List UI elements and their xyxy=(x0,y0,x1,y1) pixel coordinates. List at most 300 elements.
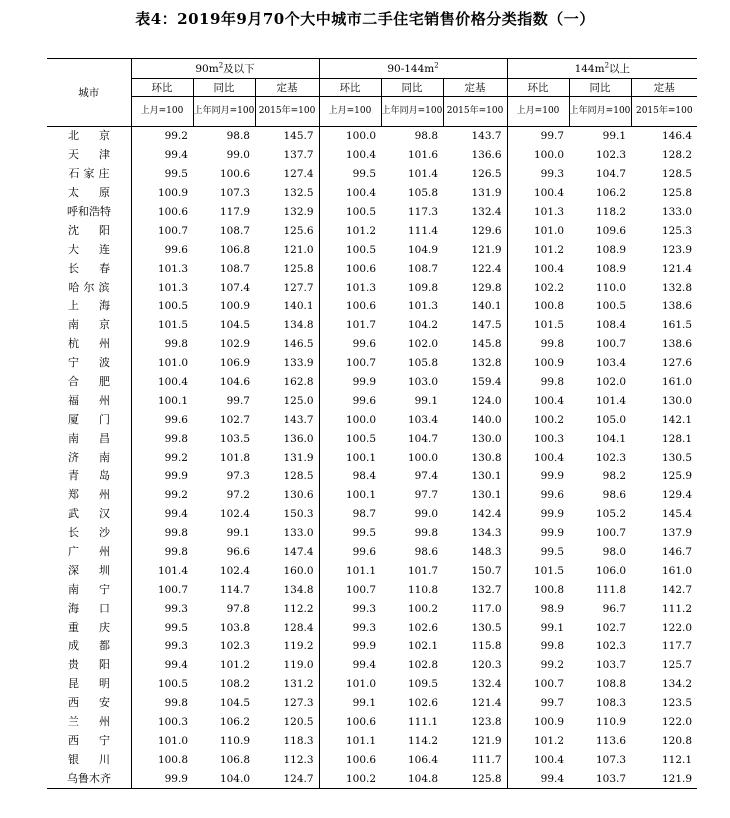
value-cell: 142.4 xyxy=(443,505,507,524)
value-cell: 124.0 xyxy=(443,391,507,410)
value-cell: 137.9 xyxy=(661,527,693,540)
value-cell: 101.3 xyxy=(157,262,188,275)
value-cell: 100.4 xyxy=(533,262,565,275)
value-cell: 100.5 xyxy=(345,243,377,256)
value-cell: 104.0 xyxy=(193,769,255,788)
value-cell: 108.7 xyxy=(219,224,250,237)
value-cell: 102.9 xyxy=(219,338,250,351)
value-cell: 130.1 xyxy=(443,467,507,486)
table-row xyxy=(47,599,697,618)
value-cell: 136.6 xyxy=(443,146,507,165)
value-cell: 134.8 xyxy=(255,580,319,599)
city-cell xyxy=(47,486,131,505)
value-cell: 102.6 xyxy=(407,621,439,634)
value-cell: 123.5 xyxy=(661,697,693,710)
city-cell xyxy=(47,259,131,278)
value-cell: 121.9 xyxy=(443,240,507,259)
value-cell: 100.6 xyxy=(345,262,377,275)
value-cell: 101.4 xyxy=(595,394,627,407)
city-name: 厦门 xyxy=(68,412,130,426)
value-cell: 101.3 xyxy=(407,300,439,313)
value-cell: 160.0 xyxy=(255,561,319,580)
value-cell: 145.4 xyxy=(661,508,693,521)
table-row xyxy=(47,127,697,146)
value-cell: 99.7 xyxy=(226,394,250,407)
value-cell: 100.0 xyxy=(407,451,439,464)
value-cell: 100.3 xyxy=(533,432,565,445)
city-name: 南京 xyxy=(68,318,130,332)
value-cell: 114.2 xyxy=(407,734,439,747)
value-cell: 103.7 xyxy=(569,769,631,788)
value-cell: 125.8 xyxy=(255,259,319,278)
base-header: 2015年=100 xyxy=(631,97,697,127)
value-cell: 99.3 xyxy=(352,621,377,634)
city-cell xyxy=(47,467,131,486)
value-cell: 117.9 xyxy=(219,206,250,218)
value-cell: 101.8 xyxy=(219,451,250,464)
value-cell: 99.6 xyxy=(164,413,188,426)
value-cell: 101.3 xyxy=(157,281,188,294)
value-cell: 103.8 xyxy=(219,621,250,634)
city-cell xyxy=(47,221,131,240)
value-cell: 125.6 xyxy=(255,221,319,240)
value-cell: 124.7 xyxy=(255,769,319,788)
value-cell: 99.8 xyxy=(414,527,439,540)
table-row xyxy=(47,694,697,713)
value-cell: 98.6 xyxy=(414,546,439,559)
value-cell: 99.4 xyxy=(164,508,188,521)
value-cell: 101.2 xyxy=(533,243,565,256)
value-cell: 132.4 xyxy=(443,203,507,222)
value-cell: 99.5 xyxy=(164,621,188,634)
city-name: 昆明 xyxy=(68,677,130,691)
value-cell: 99.9 xyxy=(352,640,377,653)
value-cell: 132.4 xyxy=(443,675,507,694)
city-cell xyxy=(47,448,131,467)
city-cell xyxy=(47,637,131,656)
value-cell: 132.9 xyxy=(255,203,319,222)
value-cell: 99.1 xyxy=(226,527,250,540)
city-cell xyxy=(47,769,131,788)
value-cell: 101.1 xyxy=(345,564,377,577)
city-name: 石家庄 xyxy=(68,167,114,181)
value-cell: 146.7 xyxy=(661,546,693,559)
base-header: 2015年=100 xyxy=(443,97,507,127)
city-cell xyxy=(47,146,131,165)
value-cell: 130.5 xyxy=(443,618,507,637)
value-cell: 98.2 xyxy=(602,470,627,483)
table-row xyxy=(47,297,697,316)
value-cell: 99.6 xyxy=(352,338,377,351)
value-cell: 101.0 xyxy=(157,357,188,370)
value-cell: 97.3 xyxy=(226,470,250,483)
value-cell: 159.4 xyxy=(443,373,507,392)
value-cell: 121.0 xyxy=(255,240,319,259)
base-header: 2015年=100 xyxy=(255,97,319,127)
value-cell: 162.8 xyxy=(255,373,319,392)
value-cell: 99.8 xyxy=(540,640,565,653)
value-cell: 104.5 xyxy=(219,697,250,710)
value-cell: 103.5 xyxy=(219,432,250,445)
table-row xyxy=(47,675,697,694)
value-cell: 104.5 xyxy=(219,319,250,332)
city-name: 广州 xyxy=(68,545,130,559)
metric-header: 同比 xyxy=(193,79,255,97)
table-row xyxy=(47,505,697,524)
city-cell xyxy=(47,373,131,392)
value-cell: 100.0 xyxy=(345,130,377,143)
base-header: 上年同月=100 xyxy=(193,97,255,127)
metric-header: 定基 xyxy=(255,79,319,97)
value-cell: 111.8 xyxy=(595,583,627,596)
value-cell: 99.2 xyxy=(164,451,188,464)
city-name: 北京 xyxy=(68,129,130,143)
value-cell: 99.3 xyxy=(540,168,565,181)
value-cell: 110.9 xyxy=(595,716,627,729)
city-cell xyxy=(47,335,131,354)
value-cell: 114.7 xyxy=(219,583,250,596)
value-cell: 126.5 xyxy=(443,165,507,184)
value-cell: 112.2 xyxy=(255,599,319,618)
value-cell: 101.0 xyxy=(533,224,565,237)
value-cell: 100.4 xyxy=(533,753,565,766)
metric-header: 同比 xyxy=(569,79,631,97)
value-cell: 106.2 xyxy=(219,716,250,729)
metric-header: 同比 xyxy=(381,79,443,97)
city-name: 天津 xyxy=(68,148,130,162)
price-index-table xyxy=(47,58,697,789)
table-row xyxy=(47,769,697,788)
value-cell: 125.8 xyxy=(443,769,507,788)
value-cell: 100.2 xyxy=(319,769,381,788)
value-cell: 161.0 xyxy=(661,376,693,389)
value-cell: 100.6 xyxy=(219,168,250,181)
value-cell: 100.8 xyxy=(157,753,188,766)
metric-header: 定基 xyxy=(443,79,507,97)
city-cell xyxy=(47,732,131,751)
value-cell: 100.7 xyxy=(595,527,627,540)
value-cell: 142.7 xyxy=(661,583,693,596)
value-cell: 128.1 xyxy=(661,432,693,445)
value-cell: 100.2 xyxy=(533,413,565,426)
value-cell: 108.9 xyxy=(595,243,627,256)
value-cell: 99.8 xyxy=(164,338,188,351)
value-cell: 100.4 xyxy=(533,394,565,407)
table-row xyxy=(47,486,697,505)
value-cell: 102.4 xyxy=(219,508,250,521)
city-cell xyxy=(47,391,131,410)
value-cell: 130.0 xyxy=(443,429,507,448)
value-cell: 133.0 xyxy=(255,524,319,543)
city-name: 武汉 xyxy=(68,507,130,521)
value-cell: 105.8 xyxy=(407,187,439,200)
value-cell: 150.7 xyxy=(443,561,507,580)
value-cell: 100.0 xyxy=(345,413,377,426)
table-row xyxy=(47,221,697,240)
city-cell xyxy=(47,675,131,694)
city-name: 青岛 xyxy=(68,469,130,483)
value-cell: 145.8 xyxy=(443,335,507,354)
value-cell: 108.3 xyxy=(595,697,627,710)
value-cell: 134.2 xyxy=(661,678,693,691)
page-title: 表4：2019年9月70个大中城市二手住宅销售价格分类指数（一） xyxy=(135,10,595,28)
value-cell: 100.4 xyxy=(157,376,188,389)
value-cell: 112.3 xyxy=(255,750,319,769)
value-cell: 100.7 xyxy=(533,678,565,691)
city-name: 银川 xyxy=(68,752,130,766)
value-cell: 102.3 xyxy=(595,149,627,162)
value-cell: 101.4 xyxy=(407,168,439,181)
value-cell: 100.4 xyxy=(533,187,565,200)
city-name: 长沙 xyxy=(68,526,130,540)
city-cell xyxy=(47,656,131,675)
value-cell: 122.4 xyxy=(443,259,507,278)
value-cell: 101.5 xyxy=(533,564,565,577)
value-cell: 147.5 xyxy=(443,316,507,335)
value-cell: 125.3 xyxy=(661,224,693,237)
value-cell: 132.8 xyxy=(443,354,507,373)
value-cell: 102.3 xyxy=(595,451,627,464)
value-cell: 120.3 xyxy=(443,656,507,675)
value-cell: 100.9 xyxy=(157,187,188,200)
value-cell: 108.7 xyxy=(219,262,250,275)
value-cell: 100.0 xyxy=(533,149,565,162)
table-row xyxy=(47,146,697,165)
value-cell: 99.4 xyxy=(164,149,188,162)
value-cell: 119.0 xyxy=(255,656,319,675)
table-row xyxy=(47,750,697,769)
city-name: 上海 xyxy=(68,299,130,313)
value-cell: 100.5 xyxy=(595,300,627,313)
value-cell: 106.4 xyxy=(407,753,439,766)
value-cell: 118.2 xyxy=(595,206,627,218)
table-row xyxy=(47,580,697,599)
city-cell xyxy=(47,297,131,316)
value-cell: 103.0 xyxy=(407,376,439,389)
base-header: 上月=100 xyxy=(131,97,193,127)
value-cell: 121.9 xyxy=(631,769,697,788)
value-cell: 99.9 xyxy=(164,470,188,483)
value-cell: 96.6 xyxy=(226,546,250,559)
value-cell: 109.6 xyxy=(595,224,627,237)
metric-header: 环比 xyxy=(319,79,381,97)
value-cell: 99.4 xyxy=(164,659,188,672)
value-cell: 161.5 xyxy=(661,319,693,332)
city-cell xyxy=(47,278,131,297)
value-cell: 100.5 xyxy=(157,300,188,313)
value-cell: 105.0 xyxy=(595,413,627,426)
value-cell: 111.7 xyxy=(443,750,507,769)
value-cell: 101.0 xyxy=(157,734,188,747)
metric-header: 环比 xyxy=(507,79,569,97)
value-cell: 99.1 xyxy=(414,394,439,407)
city-cell xyxy=(47,240,131,259)
value-cell: 128.5 xyxy=(661,168,693,181)
value-cell: 120.8 xyxy=(661,734,693,747)
city-name: 呼和浩特 xyxy=(67,205,111,218)
value-cell: 101.7 xyxy=(407,564,439,577)
value-cell: 128.5 xyxy=(255,467,319,486)
value-cell: 109.8 xyxy=(407,281,439,294)
table-row xyxy=(47,524,697,543)
value-cell: 100.4 xyxy=(533,451,565,464)
city-cell xyxy=(47,561,131,580)
value-cell: 123.8 xyxy=(443,713,507,732)
value-cell: 99.9 xyxy=(540,527,565,540)
value-cell: 150.3 xyxy=(255,505,319,524)
value-cell: 108.8 xyxy=(595,678,627,691)
city-name: 成都 xyxy=(68,639,130,653)
value-cell: 130.5 xyxy=(661,451,693,464)
city-name: 重庆 xyxy=(68,620,130,634)
value-cell: 99.9 xyxy=(352,376,377,389)
value-cell: 132.5 xyxy=(255,184,319,203)
table-row xyxy=(47,240,697,259)
table-row xyxy=(47,713,697,732)
value-cell: 108.7 xyxy=(407,262,439,275)
value-cell: 99.9 xyxy=(540,508,565,521)
city-name: 合肥 xyxy=(68,375,130,389)
city-name: 西安 xyxy=(68,696,130,710)
value-cell: 100.9 xyxy=(533,357,565,370)
value-cell: 101.3 xyxy=(533,206,565,218)
value-cell: 100.9 xyxy=(219,300,250,313)
metric-header: 环比 xyxy=(131,79,193,97)
value-cell: 97.4 xyxy=(414,470,439,483)
value-cell: 99.9 xyxy=(131,769,193,788)
city-cell xyxy=(47,505,131,524)
value-cell: 100.7 xyxy=(157,224,188,237)
value-cell: 100.6 xyxy=(157,206,188,218)
value-cell: 102.0 xyxy=(595,376,627,389)
value-cell: 99.8 xyxy=(540,338,565,351)
city-name: 南宁 xyxy=(68,582,130,596)
value-cell: 100.7 xyxy=(345,583,377,596)
value-cell: 100.2 xyxy=(407,602,439,615)
value-cell: 101.1 xyxy=(345,734,377,747)
value-cell: 103.7 xyxy=(595,659,627,672)
value-cell: 100.4 xyxy=(345,149,377,162)
value-cell: 131.9 xyxy=(443,184,507,203)
value-cell: 99.8 xyxy=(164,546,188,559)
value-cell: 99.5 xyxy=(352,527,377,540)
value-cell: 99.3 xyxy=(164,640,188,653)
value-cell: 100.9 xyxy=(533,716,565,729)
value-cell: 110.8 xyxy=(407,583,439,596)
value-cell: 101.2 xyxy=(219,659,250,672)
city-name: 沈阳 xyxy=(68,223,130,237)
value-cell: 98.9 xyxy=(540,602,565,615)
value-cell: 121.4 xyxy=(443,694,507,713)
value-cell: 99.9 xyxy=(540,470,565,483)
value-cell: 107.3 xyxy=(219,187,250,200)
value-cell: 100.8 xyxy=(533,583,565,596)
value-cell: 99.5 xyxy=(164,168,188,181)
value-cell: 125.8 xyxy=(661,187,693,200)
value-cell: 104.6 xyxy=(219,376,250,389)
value-cell: 113.6 xyxy=(595,734,627,747)
city-name: 哈尔滨 xyxy=(68,280,114,294)
table-row xyxy=(47,561,697,580)
city-cell xyxy=(47,713,131,732)
city-cell xyxy=(47,203,131,222)
value-cell: 100.7 xyxy=(345,357,377,370)
value-cell: 102.7 xyxy=(219,413,250,426)
value-cell: 134.8 xyxy=(255,316,319,335)
value-cell: 102.8 xyxy=(407,659,439,672)
table-row xyxy=(47,316,697,335)
value-cell: 127.6 xyxy=(661,357,693,370)
value-cell: 128.2 xyxy=(661,149,693,162)
base-header: 上年同月=100 xyxy=(381,97,443,127)
group-header-large: $144m^2$以上 xyxy=(507,59,697,79)
value-cell: 99.6 xyxy=(352,394,377,407)
value-cell: 101.0 xyxy=(345,678,377,691)
value-cell: 118.3 xyxy=(255,732,319,751)
value-cell: 97.2 xyxy=(226,489,250,502)
value-cell: 99.1 xyxy=(540,621,565,634)
city-cell xyxy=(47,165,131,184)
value-cell: 99.5 xyxy=(352,168,377,181)
value-cell: 117.0 xyxy=(443,599,507,618)
city-name: 长春 xyxy=(68,261,130,275)
city-name: 福州 xyxy=(68,393,130,407)
value-cell: 106.0 xyxy=(595,564,627,577)
base-header: 上月=100 xyxy=(507,97,569,127)
city-cell xyxy=(47,599,131,618)
value-cell: 110.0 xyxy=(595,281,627,294)
city-name: 贵阳 xyxy=(68,658,130,672)
value-cell: 99.5 xyxy=(540,546,565,559)
base-header: 上月=100 xyxy=(319,97,381,127)
city-cell xyxy=(47,580,131,599)
value-cell: 100.5 xyxy=(345,432,377,445)
value-cell: 131.2 xyxy=(255,675,319,694)
value-cell: 97.8 xyxy=(226,602,250,615)
value-cell: 134.3 xyxy=(443,524,507,543)
value-cell: 143.7 xyxy=(443,127,507,146)
value-cell: 104.1 xyxy=(595,432,627,445)
value-cell: 140.0 xyxy=(443,410,507,429)
value-cell: 108.2 xyxy=(219,678,250,691)
value-cell: 105.8 xyxy=(407,357,439,370)
value-cell: 107.3 xyxy=(595,753,627,766)
value-cell: 99.8 xyxy=(164,432,188,445)
value-cell: 121.9 xyxy=(443,732,507,751)
value-cell: 129.8 xyxy=(443,278,507,297)
value-cell: 106.2 xyxy=(595,187,627,200)
value-cell: 112.1 xyxy=(661,753,693,766)
value-cell: 122.0 xyxy=(661,716,693,729)
city-name: 大连 xyxy=(68,242,130,256)
value-cell: 125.7 xyxy=(661,659,693,672)
table-row xyxy=(47,448,697,467)
value-cell: 99.0 xyxy=(226,149,250,162)
city-name: 南昌 xyxy=(68,431,130,445)
value-cell: 98.7 xyxy=(352,508,377,521)
value-cell: 127.7 xyxy=(255,278,319,297)
value-cell: 142.1 xyxy=(661,413,693,426)
value-cell: 130.0 xyxy=(661,394,693,407)
value-cell: 99.2 xyxy=(540,659,565,672)
value-cell: 110.9 xyxy=(219,734,250,747)
value-cell: 138.6 xyxy=(661,300,693,313)
value-cell: 102.0 xyxy=(407,338,439,351)
base-header: 上年同月=100 xyxy=(569,97,631,127)
value-cell: 100.1 xyxy=(157,394,188,407)
value-cell: 125.0 xyxy=(255,391,319,410)
value-cell: 106.8 xyxy=(219,753,250,766)
